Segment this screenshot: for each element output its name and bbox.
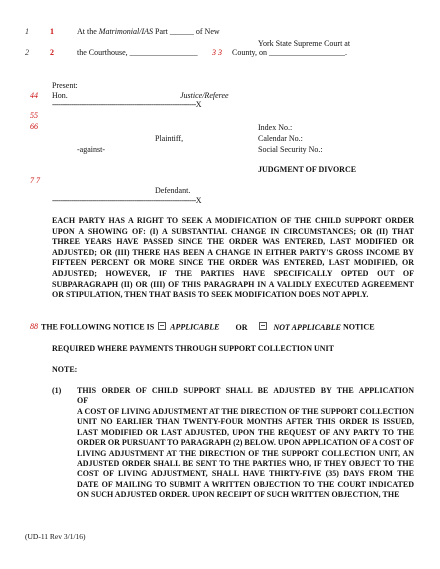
judgment-title: JUDGMENT OF DIVORCE [258, 165, 357, 174]
field-number-2: 2 [50, 48, 54, 57]
required-line: REQUIRED WHERE PAYMENTS THROUGH SUPPORT COLLECTION UNIT [52, 344, 334, 353]
line-number-2: 2 [25, 48, 29, 57]
header-part-type: Matrimonial/IAS [98, 27, 153, 36]
form-footer: (UD-11 Rev 3/1/16) [25, 532, 86, 541]
applicability-line [41, 322, 375, 333]
header-court-name: York State Supreme Court at [258, 39, 351, 48]
header-at-the: At the [77, 27, 97, 36]
notice-text: NOTICE [342, 322, 375, 332]
present-justice-title: Justice/Referee [180, 91, 229, 100]
note-label: NOTE: [52, 365, 78, 374]
applicability-text: THE FOLLOWING NOTICE IS [41, 322, 155, 332]
item1-of: OF [77, 396, 89, 405]
item1-body: A COST OF LIVING ADJUSTMENT AT THE DIRECTION OF THE SUPPORT COLLECTION UNIT NO EARLIER THAN TWENTY-FOUR MONTHS AFTER THIS ORDER IS ISSUED, LAST MODIFIED OR LAST ADJUSTED, UPON THE REQUEST OF ANY PARTY TO THE ORDER OR PURSUANT TO PARAGRAPH (2) BELOW. UPON APPLICATION OF A COST OF LIVING ADJUSTMENT AT THE DIRECTION OF THE SUPPORT COLLECTION UNIT, AN ADJUSTED ORDER SHALL BE SENT TO THE PARTIES WHO, IF THEY OBJECT TO THE COST OF LIVING ADJUSTMENT, SHALL HAVE THIRTY-FIVE (35) DAYS FROM THE DATE OF MAILING TO SUBMIT A WRITTEN OBJECTION TO THE COURT INDICATED ON SUCH ADJUSTED ORDER. UPON RECEIPT OF SUCH WRITTEN OBJECTION, THE [77, 407, 414, 500]
field-number-88: 88 [30, 322, 38, 331]
plaintiff-label: Plaintiff, [155, 134, 184, 143]
modification-notice-paragraph: EACH PARTY HAS A RIGHT TO SEEK A MODIFICATION OF THE CHILD SUPPORT ORDER UPON A SHOWING OF: (I) A SUBSTANTIAL CHANGE IN CIRCUMSTANCES; OR (II) THAT THREE YEARS HAVE PASSED SINCE THE ORDER WAS ENTERED, LAST MODIFIED OR ADJUSTED; OR (III) THERE HAS BEEN A CHANGE IN EITHER PARTY'S GROSS INCOME BY FIFTEEN PERCENT OR MORE SINCE THE ORDER WAS ENTERED, LAST MODIFIED, OR ADJUSTED; HOWEVER, IF THE PARTIES HAVE SPECIFICALLY OPTED OUT OF SUBPARAGRAPH (II) OR (III) OF THIS PARAGRAPH IN A VALIDLY EXECUTED AGREEMENT OR STIPULATION, THEN THAT BASIS TO SEEK MODIFICATION DOES NOT APPLY. [52, 216, 414, 300]
defendant-label: Defendant. [155, 186, 191, 195]
item-number-1: (1) [52, 386, 62, 395]
field-number-66: 66 [30, 122, 38, 131]
field-number-3: 3 3 [212, 48, 222, 57]
applicable-option: APPLICABLE [170, 322, 220, 332]
header-line1-text [77, 27, 220, 37]
against-label: -against- [77, 145, 105, 154]
line-number-1: 1 [25, 27, 29, 36]
not-applicable-option: NOT APPLICABLE [273, 322, 341, 332]
index-number-label: Index No.: [258, 123, 293, 132]
or-text: OR [235, 322, 248, 332]
present-label: Present: [52, 81, 78, 90]
item1-first-line: THIS ORDER OF CHILD SUPPORT SHALL BE ADJUSTED BY THE APPLICATION [77, 386, 414, 395]
field-number-77: 7 7 [30, 176, 40, 185]
present-divider: --------------------------------------------------------------------X [52, 100, 201, 109]
field-number-44: 44 [30, 91, 38, 100]
header-courthouse: the Courthouse, _________________ [77, 48, 198, 57]
header-part-blank: Part ______ of New [155, 27, 220, 36]
field-number-1: 1 [50, 27, 54, 36]
field-number-55: 55 [30, 111, 38, 120]
present-hon: Hon. [52, 91, 68, 100]
checkbox-icon[interactable] [158, 322, 166, 330]
ssn-label: Social Security No.: [258, 145, 323, 154]
checkbox-icon[interactable] [259, 322, 267, 330]
calendar-number-label: Calendar No.: [258, 134, 303, 143]
header-county-date: County, on ___________________. [232, 48, 348, 57]
caption-divider: --------------------------------------------------------------------X [52, 196, 201, 205]
